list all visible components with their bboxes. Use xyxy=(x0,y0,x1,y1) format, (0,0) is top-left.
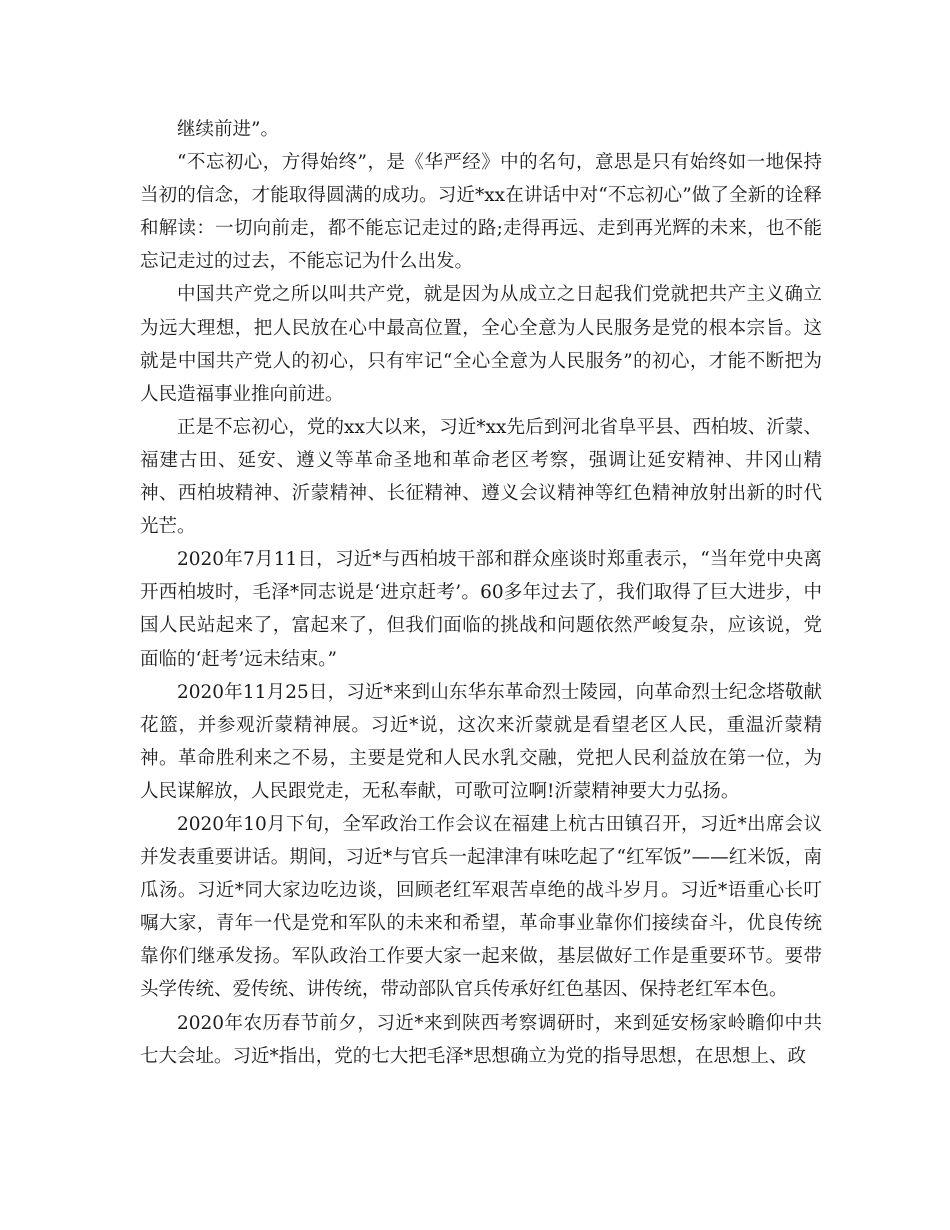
paragraph-gutian-conference: 2020年10月下旬，全军政治工作会议在福建上杭古田镇召开，习近*出席会议并发表重要讲话。期间，习近*与官兵一起津津有味吃起了“红军饭”——红米饭，南瓜汤。习近*同大家边吃边谈，回顾老红军艰苦卓绝的战斗岁月。习近*语重心长叮嘱大家，青年一代是党和军队的未来和希望，革命事业靠你们接续奋斗，优良传统靠你们继承发扬。军队政治工作要大家一起来做，基层做好工作是重要环节。要带头学传统、爱传统、讲传统，带动部队官兵传承好红色基因、保持老红军本色。 xyxy=(140,813,822,1001)
paragraph-xibaipo-visit: 2020年7月11日，习近*与西柏坡干部和群众座谈时郑重表示，“当年党中央离开西柏坡时，毛泽*同志说是‘进京赶考’。60多年过去了，我们取得了巨大进步，中国人民站起来了，富起来了，但我们面临的挑战和问题依然严峻复杂，应该说，党面临的‘赶考’远未结束。” xyxy=(140,549,822,670)
paragraph-communist-party-mission: 中国共产党之所以叫共产党，就是因为从成立之日起我们党就把共产主义确立为远大理想，把人民放在心中最高位置，全心全意为人民服务是党的根本宗旨。这就是中国共产党人的初心，只有牢记“全心全意为人民服务”的初心，才能不断把为人民造福事业推向前进。 xyxy=(140,284,822,405)
paragraph-yanan-visit: 2020年农历春节前夕，习近*来到陕西考察调研时，来到延安杨家岭瞻仰中共七大会址。习近*指出，党的七大把毛泽*思想确立为党的指导思想，在思想上、政 xyxy=(140,1012,822,1067)
document-body xyxy=(140,113,822,1073)
paragraph-never-forget-original-aspiration: “不忘初心，方得始终”，是《华严经》中的名句，意思是只有始终如一地保持当初的信念，才能取得圆满的成功。习近*xx在讲话中对“不忘初心”做了全新的诠释和解读：一切向前走，都不能忘记走过的路;走得再远、走到再光辉的未来，也不能忘记走过的过去，不能忘记为什么出发。 xyxy=(140,152,822,273)
paragraph-yimeng-visit: 2020年11月25日，习近*来到山东华东革命烈士陵园，向革命烈士纪念塔敬献花篮，并参观沂蒙精神展。习近*说，这次来沂蒙就是看望老区人民，重温沂蒙精神。革命胜利来之不易，主要是党和人民水乳交融，党把人民利益放在第一位，为人民谋解放，人民跟党走，无私奉献，可歌可泣啊!沂蒙精神要大力弘扬。 xyxy=(140,681,822,802)
paragraph-revolutionary-sites: 正是不忘初心，党的xx大以来，习近*xx先后到河北省阜平县、西柏坡、沂蒙、福建古田、延安、遵义等革命圣地和革命老区考察，强调让延安精神、井冈山精神、西柏坡精神、沂蒙精神、长征精神、遵义会议精神等红色精神放射出新的时代光芒。 xyxy=(140,416,822,538)
paragraph-continuation: 继续前进”。 xyxy=(177,119,279,140)
